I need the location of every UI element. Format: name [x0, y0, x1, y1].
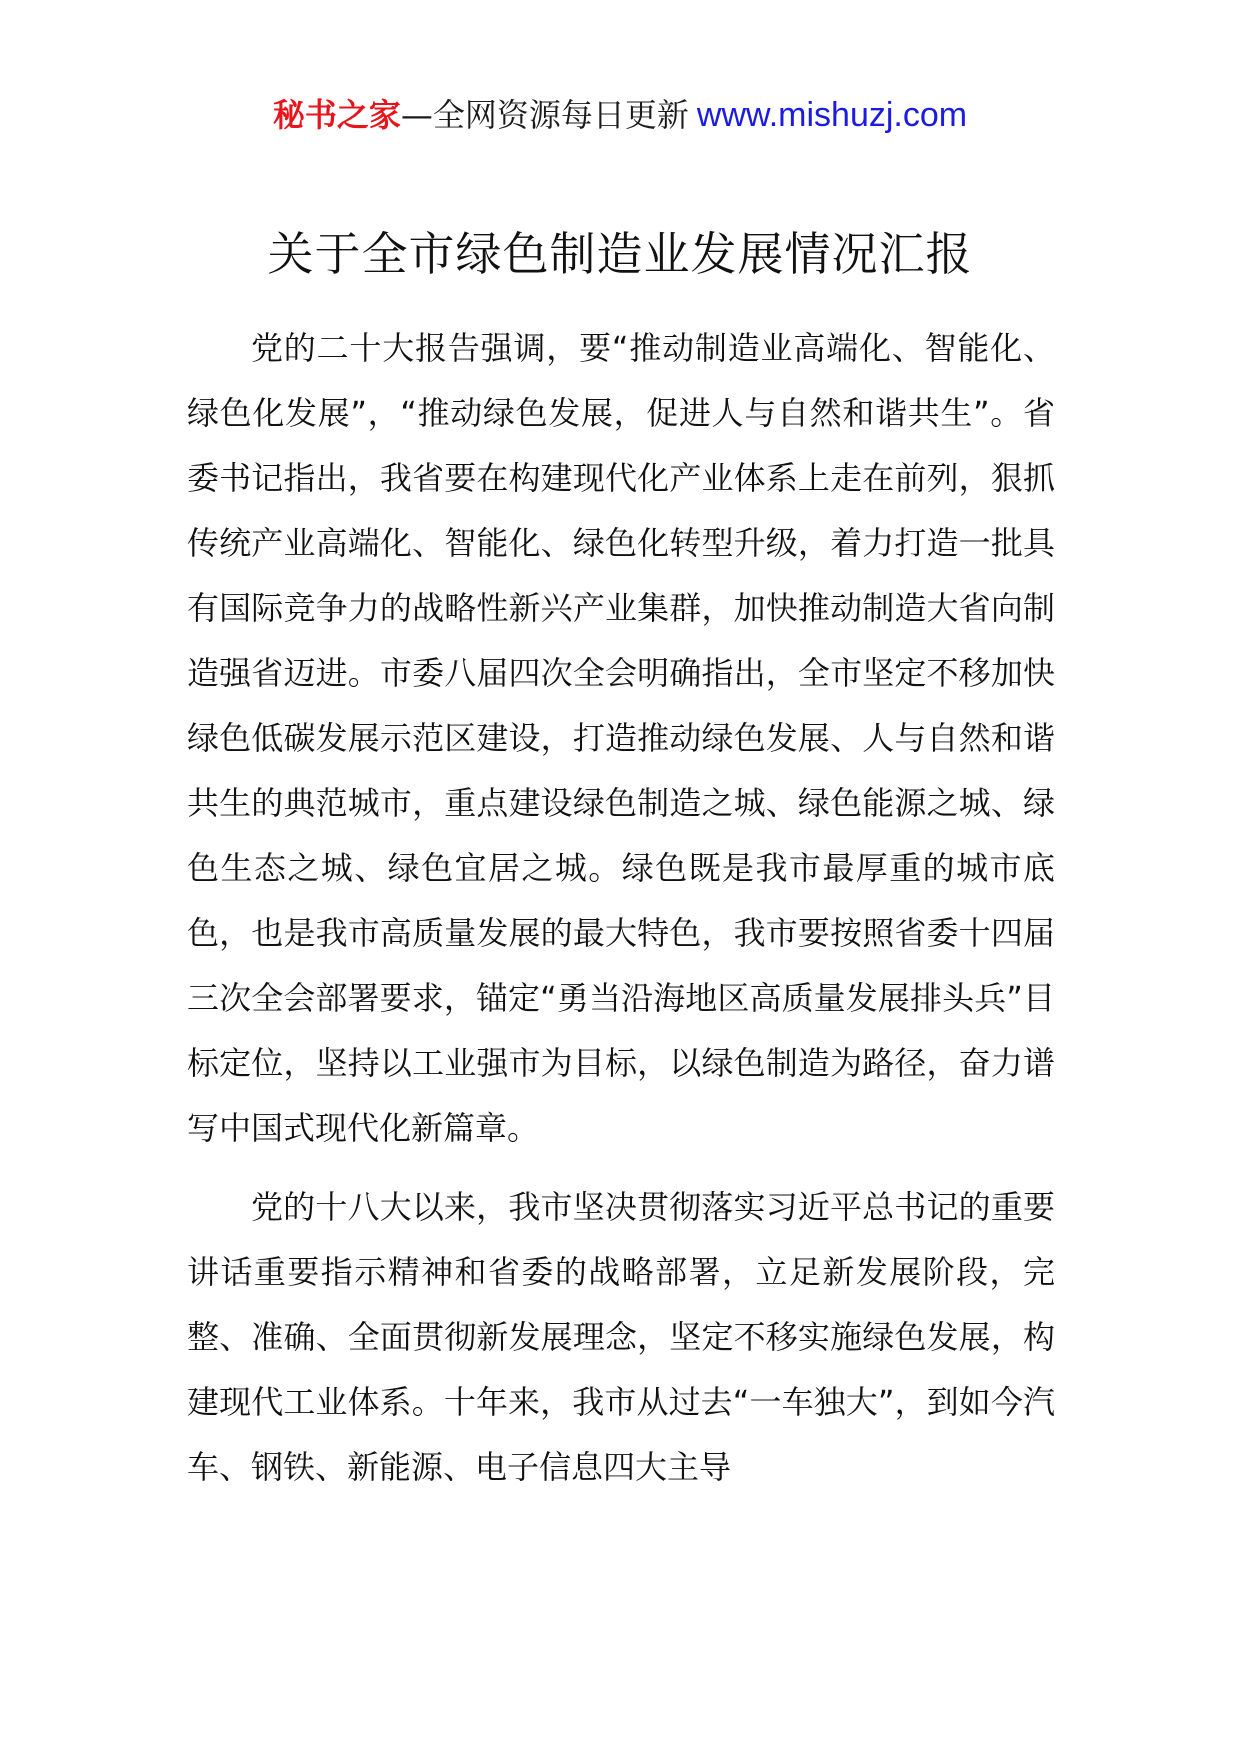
paragraph-2: 党的十八大以来，我市坚决贯彻落实习近平总书记的重要讲话重要指示精神和省委的战略部署，立足新发展阶段，完整、准确、全面贯彻新发展理念，坚定不移实施绿色发展，构建现代工业体系。十年来，我市从过去“一车独大”，到如今汽车、钢铁、新能源、电子信息四大主导	[187, 1188, 1055, 1486]
document-body	[187, 316, 1055, 1500]
site-header	[0, 92, 1240, 138]
site-brand: 秘书之家	[272, 96, 401, 134]
site-slogan: —全网资源每日更新	[400, 96, 689, 134]
document-title: 关于全市绿色制造业发展情况汇报	[267, 227, 973, 281]
site-url-link[interactable]: www.mishuzj.com	[696, 96, 968, 134]
paragraph-1: 党的二十大报告强调，要“推动制造业高端化、智能化、绿色化发展”，“推动绿色发展，促进人与自然和谐共生”。省委书记指出，我省要在构建现代化产业体系上走在前列，狠抓传统产业高端化、智能化、绿色化转型升级，着力打造一批具有国际竞争力的战略性新兴产业集群，加快推动制造大省向制造强省迈进。市委八届四次全会明确指出，全市坚定不移加快绿色低碳发展示范区建设，打造推动绿色发展、人与自然和谐共生的典范城市，重点建设绿色制造之城、绿色能源之城、绿色生态之城、绿色宜居之城。绿色既是我市最厚重的城市底色，也是我市高质量发展的最大特色，我市要按照省委十四届三次全会部署要求，锚定“勇当沿海地区高质量发展排头兵”目标定位，坚持以工业强市为目标，以绿色制造为路径，奋力谱写中国式现代化新篇章。	[187, 329, 1055, 1147]
